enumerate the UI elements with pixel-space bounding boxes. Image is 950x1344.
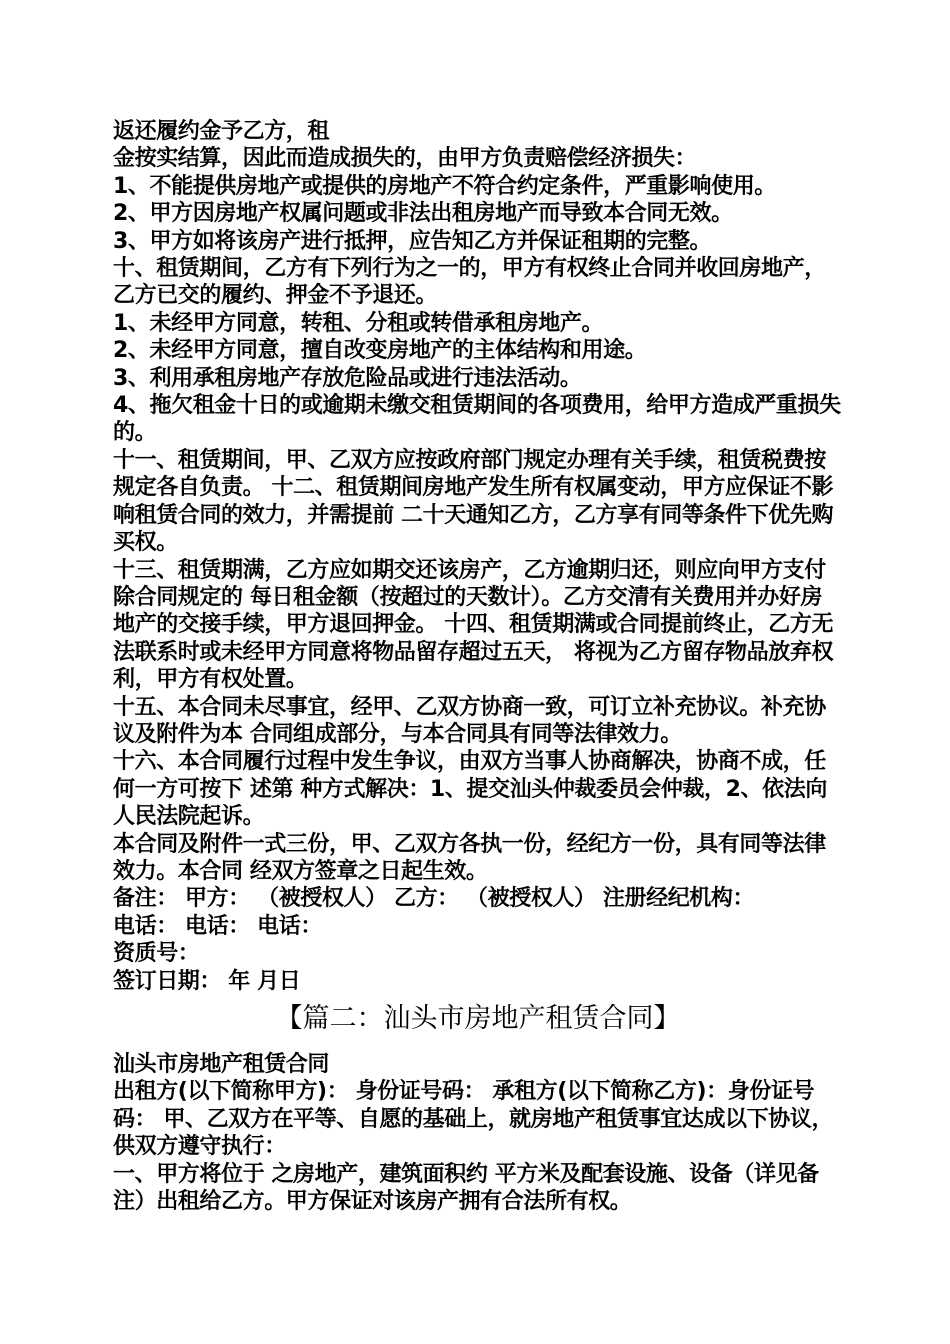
- signing-date-line: 签订日期： 年 月日: [113, 968, 301, 994]
- clause-10-item-1: 1、未经甲方同意，转租、分租或转借承租房地产。: [113, 310, 604, 336]
- paragraph-item-2: 2、甲方因房地产权属问题或非法出租房地产而导致本合同无效。: [113, 201, 733, 227]
- paragraph-item-1: 1、不能提供房地产或提供的房地产不符合约定条件，严重影响使用。: [113, 173, 776, 199]
- remarks-parties: 备注： 甲方： （被授权人） 乙方： （被授权人） 注册经纪机构：: [113, 886, 755, 912]
- copies-clause: 本合同及附件一式三份，甲、乙双方各执一份，经纪方一份，具有同等法律效力。本合同 经双方签章之日起生效。: [113, 831, 826, 884]
- contract-title: 汕头市房地产租赁合同: [113, 1052, 330, 1077]
- section-heading: 【篇二：汕头市房地产租赁合同】: [275, 1003, 681, 1034]
- paragraph-rent-settlement: 金按实结算，因此而造成损失的，由甲方负责赔偿经济损失：: [113, 146, 697, 172]
- qualification-line: 资质号：: [113, 941, 200, 967]
- clause-10-item-4: 4、拖欠租金十日的或逾期未缴交租赁期间的各项费用，给甲方造成严重损失的。: [113, 393, 841, 446]
- clause-13-14: 十三、租赁期满，乙方应如期交还该房产，乙方逾期归还，则应向甲方支付除合同规定的 每日租金额（按超过的天数计）。乙方交清有关费用并办好房地产的交接手续，甲方退回押金。 十四、租赁期满或合同提前终止，乙方无法联系时或未经甲方同意将物品留存超过五天， 将视为乙方留存物品放弃权利，甲方有权处置。: [113, 557, 834, 693]
- phone-line: 电话： 电话： 电话：: [113, 913, 322, 939]
- clause-10-item-2: 2、未经甲方同意，擅自改变房地产的主体结构和用途。: [113, 338, 647, 364]
- clause-1: 一、甲方将位于 之房地产，建筑面积约 平方米及配套设施、设备（详见备注）出租给乙方。甲方保证对该房产拥有合法所有权。: [113, 1161, 819, 1215]
- clause-10: 十、租赁期间，乙方有下列行为之一的，甲方有权终止合同并收回房地产，乙方已交的履约、押金不予退还。: [113, 256, 826, 309]
- document-body: [113, 118, 843, 1215]
- clause-11-12: 十一、租赁期间，甲、乙双方应按政府部门规定办理有关手续，租赁税费按规定各自负责。 十二、租赁期间房地产发生所有权属变动，甲方应保证不影响租赁合同的效力，并需提前 二十天通知乙方，乙方享有同等条件下优先购买权。: [113, 447, 834, 556]
- clause-15: 十五、本合同未尽事宜，经甲、乙双方协商一致，可订立补充协议。补充协议及附件为本 合同组成部分，与本合同具有同等法律效力。: [113, 694, 826, 747]
- paragraph-item-3: 3、甲方如将该房产进行抵押，应告知乙方并保证租期的完整。: [113, 228, 712, 254]
- paragraph-refund-deposit: 返还履约金予乙方，租: [113, 119, 330, 144]
- clause-16: 十六、本合同履行过程中发生争议，由双方当事人协商解决，协商不成，任何一方可按下 述第 种方式解决：1、提交汕头仲裁委员会仲裁，2、依法向人民法院起诉。: [113, 749, 827, 830]
- parties-intro: 出租方(以下简称甲方)： 身份证号码： 承租方(以下简称乙方)：身份证号码： 甲、乙双方在平等、自愿的基础上，就房地产租赁事宜达成以下协议，供双方遵守执行：: [113, 1079, 834, 1160]
- clause-10-item-3: 3、利用承租房地产存放危险品或进行违法活动。: [113, 365, 582, 391]
